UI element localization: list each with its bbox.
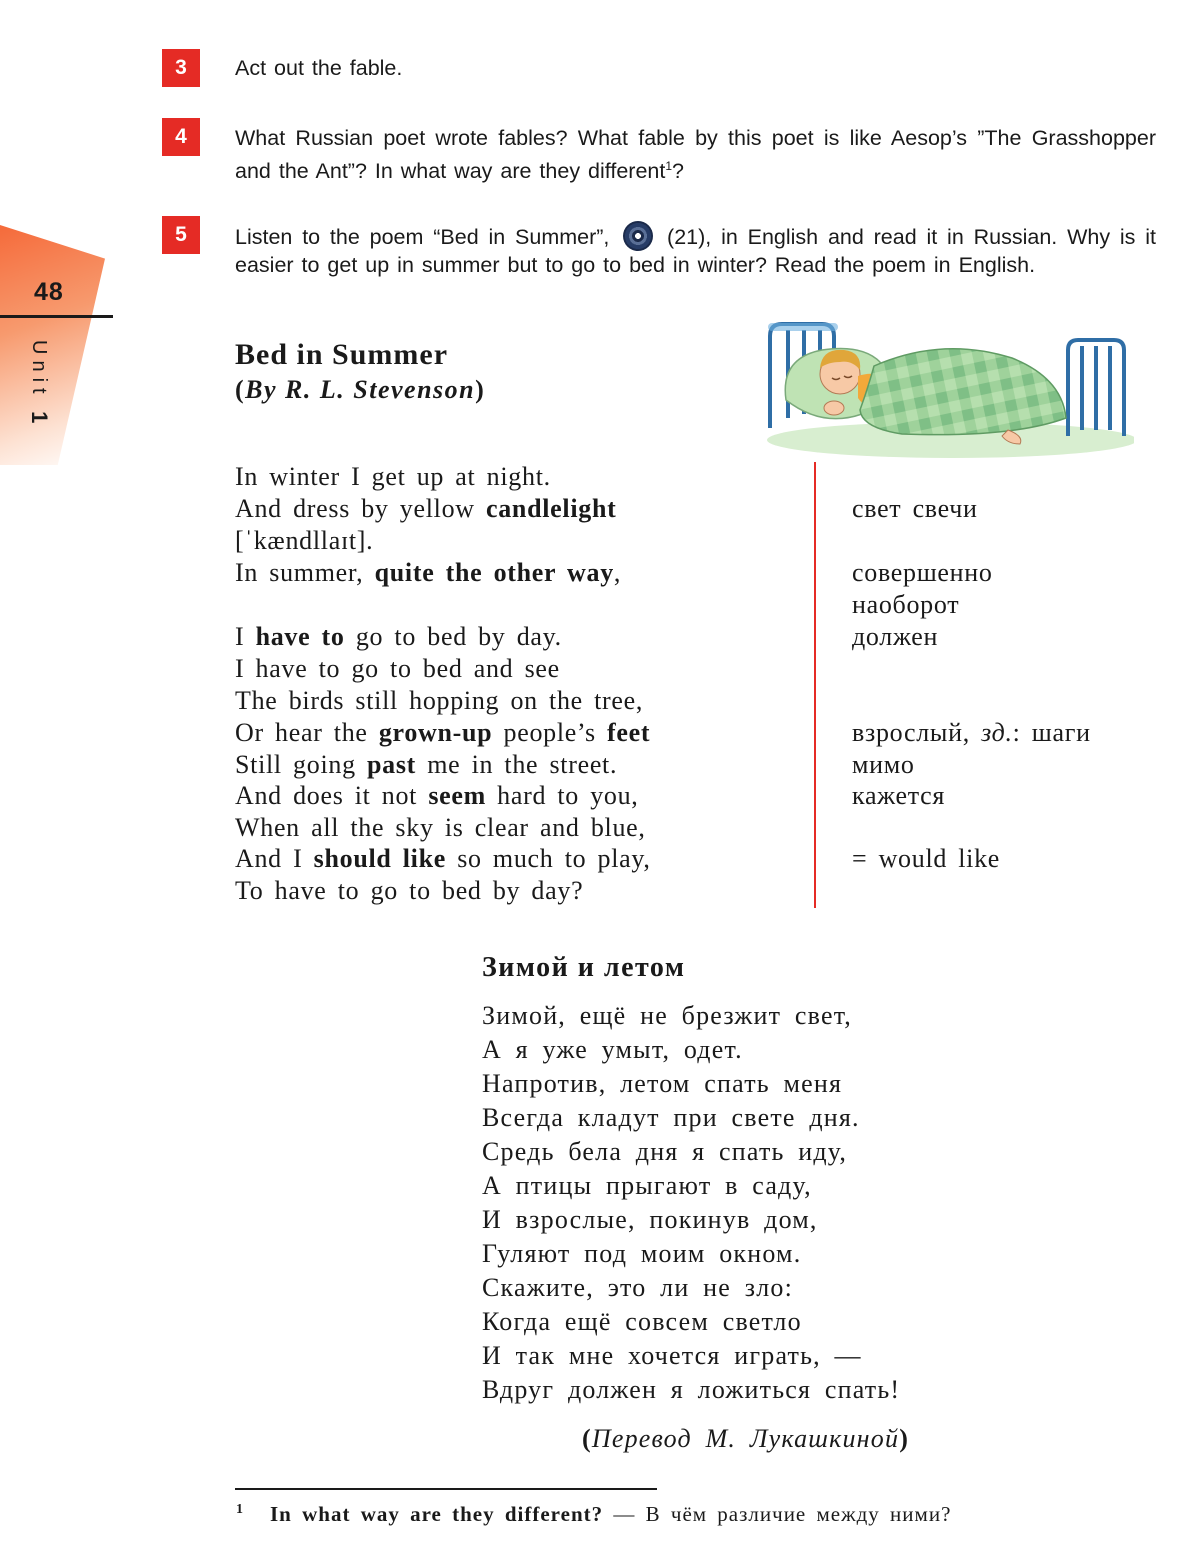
author-paren-close: ) xyxy=(475,375,486,404)
poem-line-text: Still going xyxy=(235,750,367,779)
translation-line-7: И взрослые, покинув дом, xyxy=(482,1205,818,1234)
gloss-feet: : шаги xyxy=(1012,718,1091,747)
gloss-have-to: должен xyxy=(852,622,939,651)
footnote-text xyxy=(270,1502,951,1527)
translation-credit xyxy=(582,1424,909,1454)
translation-line-3: Напротив, летом спать меня xyxy=(482,1069,843,1098)
exercise-3-text: Act out the fable. xyxy=(235,56,403,80)
poem-key-word: grown-up xyxy=(378,718,493,747)
translation-line-5: Средь бела дня я спать иду, xyxy=(482,1137,848,1166)
poem-key-word: seem xyxy=(428,781,486,810)
page-number: 48 xyxy=(34,278,64,306)
poem-line-text: And dress by yellow xyxy=(235,494,486,523)
poem-line-text: I xyxy=(235,622,256,651)
unit-word: Unit xyxy=(28,340,50,400)
gloss-abbr: зд. xyxy=(981,718,1013,747)
footnote-mark: 1 xyxy=(236,1502,243,1517)
poem-key-word: past xyxy=(366,750,417,779)
exercise-4-end: ? xyxy=(672,159,684,184)
poem-author xyxy=(235,375,485,405)
poem-key-word: feet xyxy=(607,718,651,747)
author-paren-open: ( xyxy=(235,375,246,404)
poem-line-text: In summer, xyxy=(235,558,375,587)
translation-line-12: Вдруг должен я ложиться спать! xyxy=(482,1375,901,1404)
footnote-gloss: — В чём различие между ними? xyxy=(603,1502,952,1526)
author-name: By R. L. Stevenson xyxy=(245,375,476,404)
credit-paren-close: ) xyxy=(899,1424,910,1453)
poem-line-text: And does it not xyxy=(235,781,429,810)
poem-line-text: me in the street. xyxy=(416,750,618,779)
poem-line-4 xyxy=(235,622,562,652)
poem-line-text: Or hear the xyxy=(235,718,379,747)
footnote-term: In what way are they different? xyxy=(270,1502,604,1526)
poem-key-word: have to xyxy=(255,622,345,651)
footnote-ref: 1 xyxy=(665,159,673,173)
poem-line-10 xyxy=(235,813,646,843)
gloss-grown-up-feet xyxy=(852,718,1091,748)
poem-line-5 xyxy=(235,654,560,684)
exercise-4-number: 4 xyxy=(162,118,200,156)
exercise-5-after: (21), in English and read it in Russian. Why is it easier to get up in summer but to go to bed in winter? Read the poem in English. xyxy=(235,225,1156,277)
translation-line-10: Когда ещё совсем светло xyxy=(482,1307,802,1336)
exercise-5-number: 5 xyxy=(162,216,200,254)
poem-line-7 xyxy=(235,718,650,748)
poem-line-text: And I xyxy=(235,844,314,873)
credit-paren-open: ( xyxy=(582,1424,592,1453)
unit-label xyxy=(26,340,52,423)
poem-line-8 xyxy=(235,750,617,780)
page-tab xyxy=(0,225,105,465)
poem-line-1 xyxy=(235,462,551,492)
unit-number: 1 xyxy=(27,411,52,424)
translation-line-11: И так мне хочется играть, — xyxy=(482,1341,862,1370)
gloss-other-way-1: совершенно xyxy=(852,558,993,587)
exercise-5-before: Listen to the poem “Bed in Summer”, xyxy=(235,225,610,249)
poem-transcription: [ˈkændllaɪt]. xyxy=(235,526,374,555)
translation-line-2: А я уже умыт, одет. xyxy=(482,1035,743,1064)
poem-line-12 xyxy=(235,876,583,906)
translation-line-4: Всегда кладут при свете дня. xyxy=(482,1103,860,1132)
poem-line-3 xyxy=(235,558,621,588)
translation-line-9: Скажите, это ли не зло: xyxy=(482,1273,793,1302)
exercise-4-body: What Russian poet wrote fables? What fable by this poet is like Aesop’s ”The Grasshopper and the Ant”? In what way are they different xyxy=(235,126,1156,184)
cd-audio-icon[interactable] xyxy=(623,221,653,251)
poem-line-text: , xyxy=(613,558,622,587)
poem-title: Bed in Summer xyxy=(235,338,449,371)
poem-key-word: candlelight xyxy=(485,494,617,523)
translation-line-6: А птицы прыгают в саду, xyxy=(482,1171,812,1200)
exercise-3-number: 3 xyxy=(162,49,200,87)
gloss-should-like: = would like xyxy=(852,844,1001,873)
poem-line-text: The birds still hopping on the tree, xyxy=(235,686,644,715)
poem-line-text: When all the sky is clear and blue, xyxy=(235,813,646,842)
gloss-past: мимо xyxy=(852,750,915,779)
poem-line-text: hard to you, xyxy=(485,781,639,810)
poem-line-2 xyxy=(235,494,616,524)
poem-key-word: should like xyxy=(313,844,447,873)
poem-line-9 xyxy=(235,781,639,811)
translation-line-8: Гуляют под моим окном. xyxy=(482,1239,802,1268)
gloss-candlelight: свет свечи xyxy=(852,494,978,523)
credit-text: Перевод М. Лукашкиной xyxy=(591,1424,900,1453)
gloss-grown-up: взрослый, xyxy=(852,718,970,747)
translation-title: Зимой и летом xyxy=(482,952,686,983)
poem-line-text: so much to play, xyxy=(446,844,651,873)
exercise-5-text xyxy=(235,221,1156,279)
exercise-4-text xyxy=(235,124,1156,185)
poem-key-word: quite the other way xyxy=(374,558,614,587)
poem-line-text: To have to go to bed by day? xyxy=(235,876,584,905)
poem-line-text: people’s xyxy=(492,718,607,747)
sleeping-child-illustration xyxy=(762,318,1134,460)
gloss-other-way-2: наоборот xyxy=(852,590,960,619)
translation-line-1: Зимой, ещё не брезжит свет, xyxy=(482,1001,852,1030)
poem-line-6 xyxy=(235,686,643,716)
footnote-rule xyxy=(235,1488,657,1490)
poem-line-11 xyxy=(235,844,651,874)
poem-line-text: I have to go to bed and see xyxy=(235,654,560,683)
gloss-seem: кажется xyxy=(852,781,946,810)
poem-line-text: go to bed by day. xyxy=(344,622,562,651)
page-tab-rule xyxy=(0,315,113,318)
gloss-divider xyxy=(814,462,816,908)
poem-line-text: In winter I get up at night. xyxy=(235,462,551,491)
